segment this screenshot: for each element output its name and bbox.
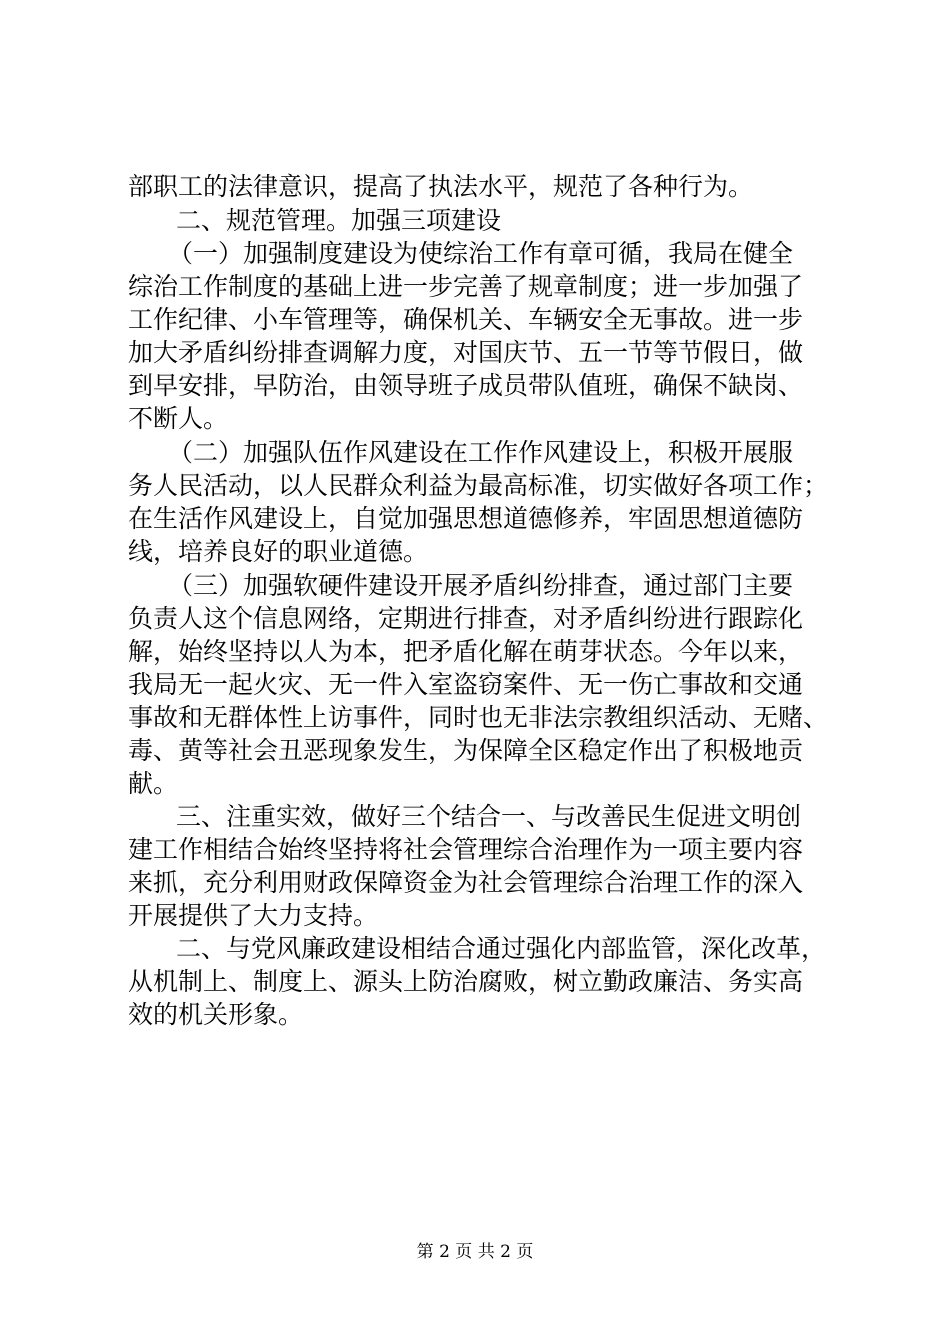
text-line: 工作纪律、小车管理等，确保机关、车辆安全无事故。进一步 — [128, 305, 804, 334]
text-line: 加大矛盾纠纷排查调解力度，对国庆节、五一节等节假日，做 — [128, 338, 804, 367]
text-line: （一）加强制度建设为使综治工作有章可循，我局在健全 — [168, 239, 794, 268]
text-line: 在生活作风建设上，自觉加强思想道德修养，牢固思想道德防 — [128, 504, 804, 533]
text-line: 来抓，充分利用财政保障资金为社会管理综合治理工作的深入 — [128, 868, 804, 897]
text-line: 线，培养良好的职业道德。 — [128, 537, 429, 566]
text-line: 到早安排，早防治，由领导班子成员带队值班，确保不缺岗、 — [128, 371, 804, 400]
text-line: 二、与党风廉政建设相结合通过强化内部监管，深化改革， — [176, 934, 827, 963]
text-line: 事故和无群体性上访事件，同时也无非法宗教组织活动、无赌、 — [128, 703, 829, 732]
text-line: 三、注重实效，做好三个结合一、与改善民生促进文明创 — [176, 802, 802, 831]
text-line: （三）加强软硬件建设开展矛盾纠纷排查，通过部门主要 — [168, 571, 794, 600]
text-line: 务人民活动，以人民群众利益为最高标准，切实做好各项工作； — [128, 471, 829, 500]
text-line: 毒、黄等社会丑恶现象发生，为保障全区稳定作出了积极地贡 — [128, 736, 804, 765]
text-line: 综治工作制度的基础上进一步完善了规章制度；进一步加强了 — [128, 272, 804, 301]
text-line: 建工作相结合始终坚持将社会管理综合治理作为一项主要内容 — [128, 835, 804, 864]
text-line: 不断人。 — [128, 404, 229, 433]
text-line: 我局无一起火灾、无一件入室盗窃案件、无一伤亡事故和交通 — [128, 670, 804, 699]
text-line: （二）加强队伍作风建设在工作作风建设上，积极开展服 — [168, 438, 794, 467]
text-line: 部职工的法律意识，提高了执法水平，规范了各种行为。 — [128, 172, 754, 201]
text-line: 开展提供了大力支持。 — [128, 901, 379, 930]
section-heading: 二、规范管理。加强三项建设 — [176, 206, 502, 235]
text-line: 从机制上、制度上、源头上防治腐败，树立勤政廉洁、务实高 — [128, 967, 804, 996]
text-line: 效的机关形象。 — [128, 1000, 304, 1029]
text-line: 解，始终坚持以人为本，把矛盾化解在萌芽状态。今年以来， — [128, 637, 804, 666]
text-line: 献。 — [128, 769, 179, 798]
page-number-footer: 第 2 页 共 2 页 — [416, 1242, 534, 1262]
text-line: 负责人这个信息网络，定期进行排查，对矛盾纠纷进行跟踪化 — [128, 604, 804, 633]
